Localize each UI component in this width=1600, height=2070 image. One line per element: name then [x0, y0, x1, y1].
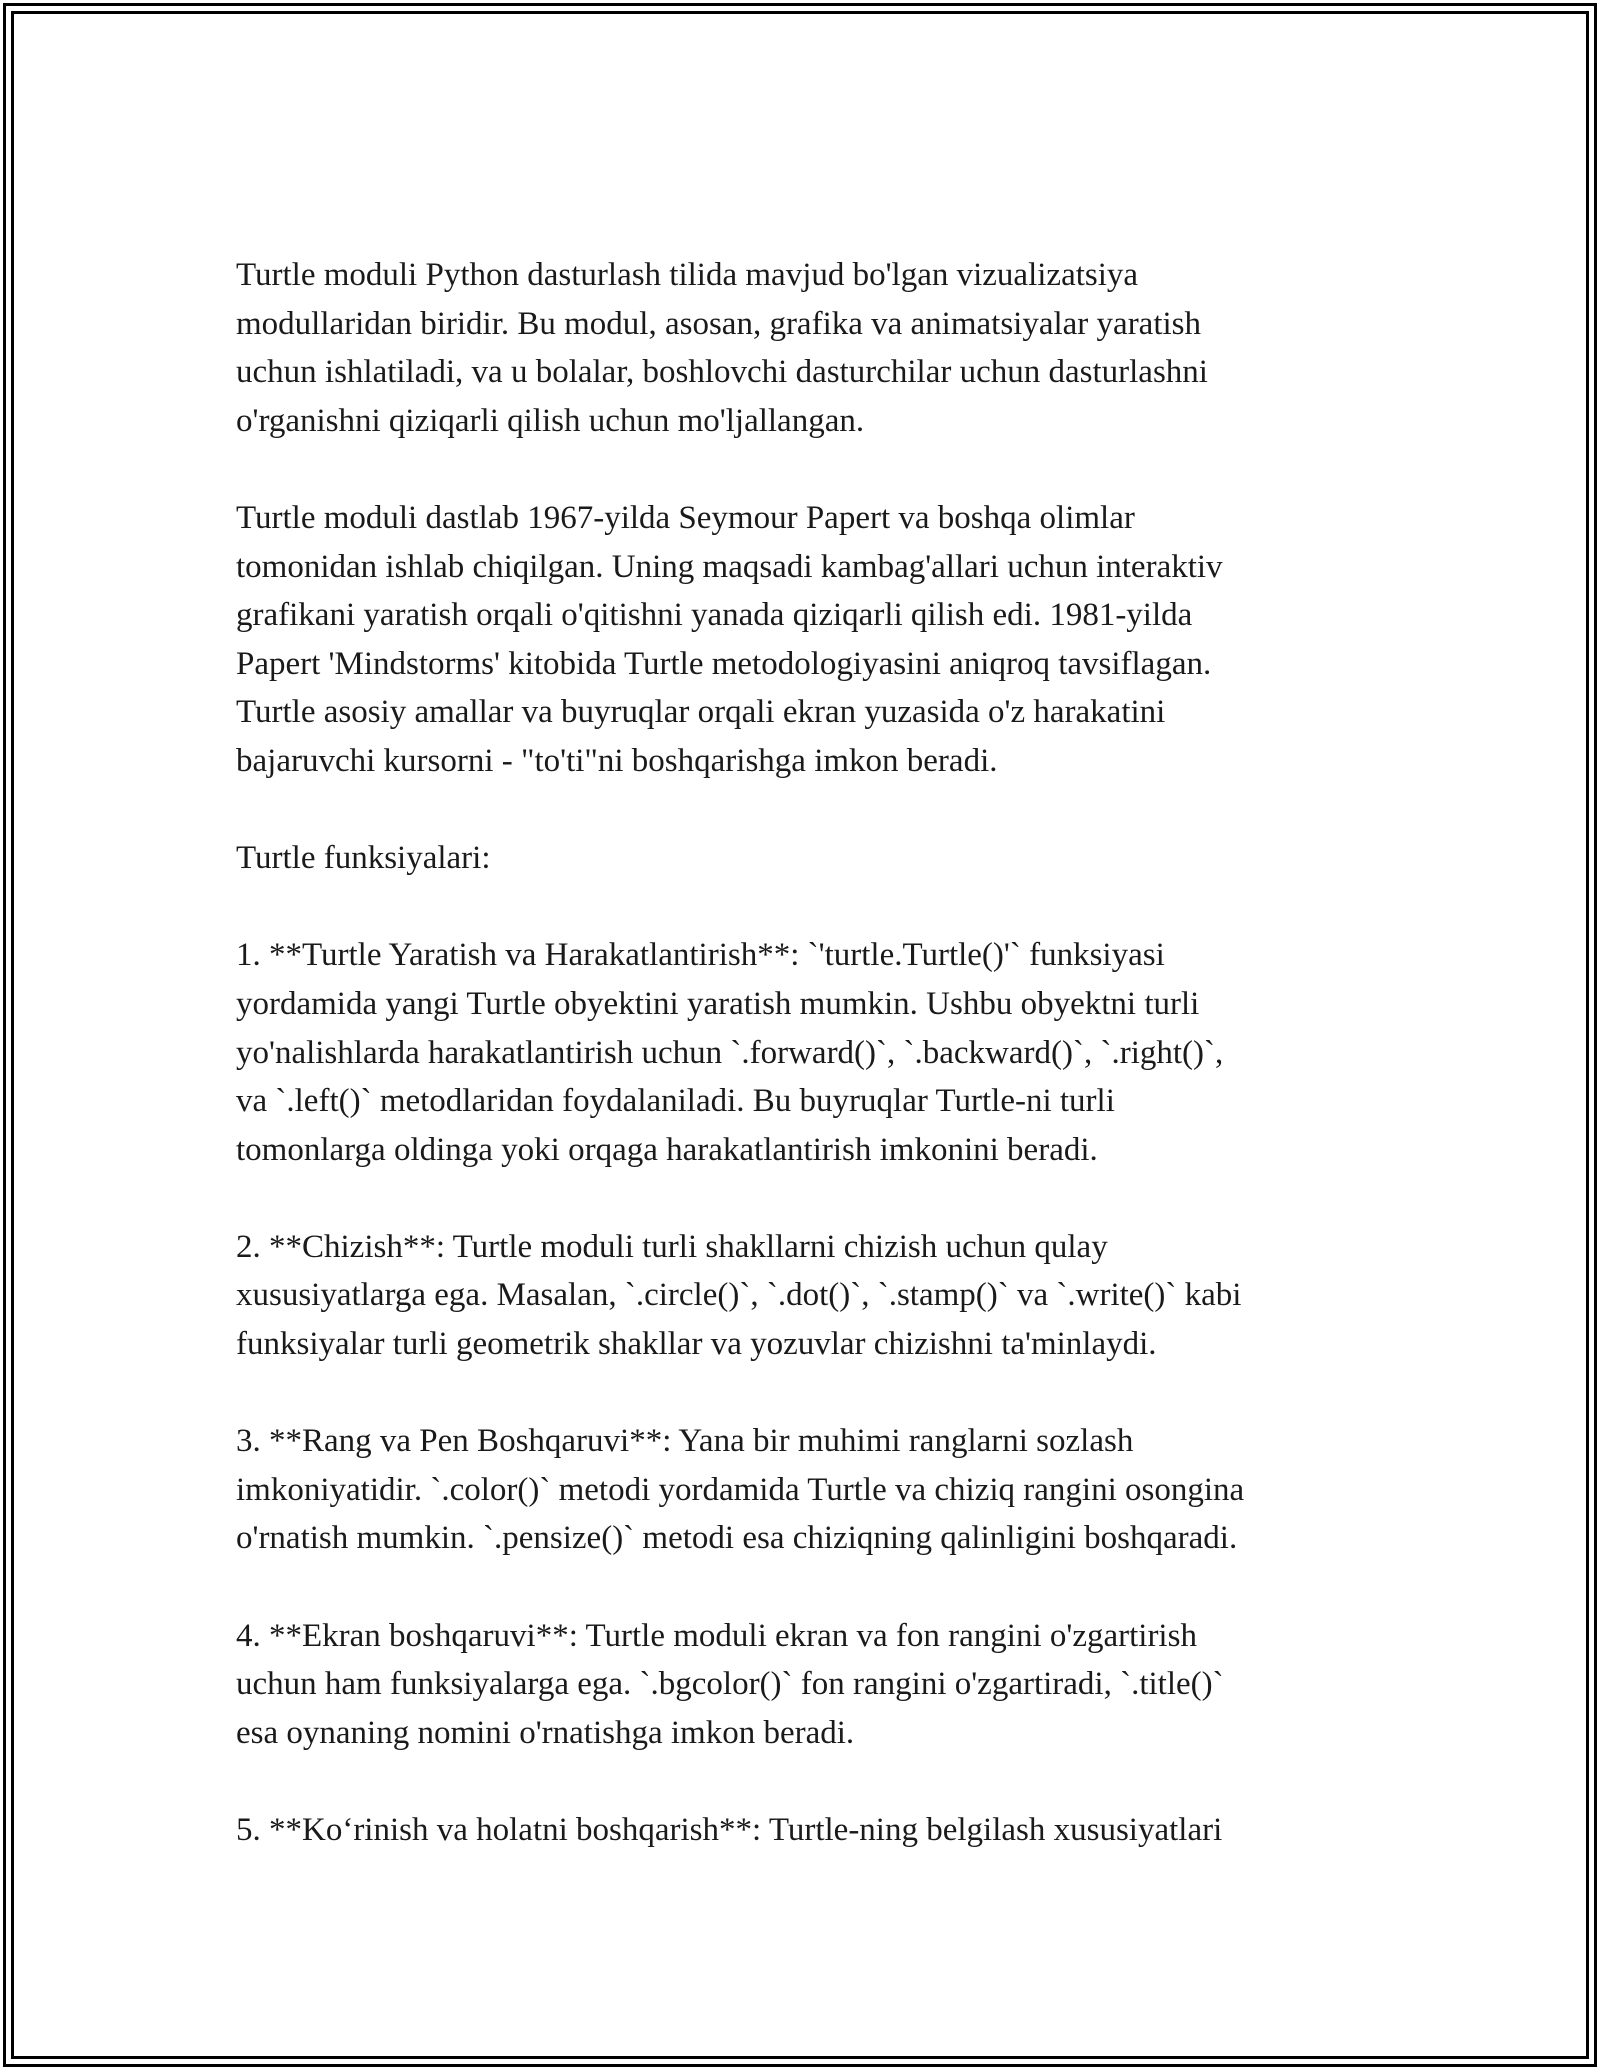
text-line: 5. **Ko‘rinish va holatni boshqarish**: Turtle-ning belgilash xususiyatlari — [236, 1812, 1223, 1848]
text-line: o'rnatish mumkin. `.pensize()` metodi esa chiziqning qalinligini boshqaradi. — [236, 1520, 1238, 1557]
document-body — [236, 251, 1386, 1903]
text-line: grafikani yaratish orqali o'qitishni yanada qiziqarli qilish edi. 1981-yilda — [236, 597, 1193, 634]
list-item-3 — [236, 1417, 1386, 1563]
text-line: o'rganishni qiziqarli qilish uchun mo'ljallangan. — [236, 402, 865, 439]
list-item-5 — [236, 1806, 1386, 1855]
paragraph-history — [236, 494, 1386, 786]
list-item-4 — [236, 1612, 1386, 1758]
text-line: esa oynaning nomini o'rnatishga imkon beradi. — [236, 1714, 855, 1751]
text-line: 4. **Ekran boshqaruvi**: Turtle moduli ekran va fon rangini o'zgartirish — [236, 1617, 1197, 1654]
text-line: tomonlarga oldinga yoki orqaga harakatlantirish imkonini beradi. — [236, 1131, 1098, 1168]
text-line: yo'nalishlarda harakatlantirish uchun `.forward()`, `.backward()`, `.right()`, — [236, 1034, 1224, 1071]
text-line: bajaruvchi kursorni - "to'ti"ni boshqarishga imkon beradi. — [236, 742, 998, 779]
text-line: va `.left()` metodlaridan foydalaniladi. Bu buyruqlar Turtle-ni turli — [236, 1083, 1115, 1120]
paragraph-intro — [236, 251, 1386, 445]
text-line: Turtle moduli Python dasturlash tilida mavjud bo'lgan vizualizatsiya — [236, 257, 1139, 293]
list-item-2 — [236, 1223, 1386, 1369]
list-item-1 — [236, 931, 1386, 1174]
text-line: Turtle moduli dastlab 1967-yilda Seymour Papert va boshqa olimlar — [236, 499, 1135, 536]
text-line: yordamida yangi Turtle obyektini yaratish mumkin. Ushbu obyektni turli — [236, 985, 1200, 1022]
text-line: 3. **Rang va Pen Boshqaruvi**: Yana bir muhimi ranglarni sozlash — [236, 1423, 1134, 1460]
text-line: Turtle funksiyalari: — [236, 840, 491, 877]
text-line: imkoniyatidir. `.color()` metodi yordamida Turtle va chiziq rangini osongina — [236, 1471, 1245, 1508]
text-line: 1. **Turtle Yaratish va Harakatlantirish**: `'turtle.Turtle()'` funksiyasi — [236, 937, 1165, 974]
text-line: uchun ishlatiladi, va u bolalar, boshlovchi dasturchilar uchun dasturlashni — [236, 354, 1208, 391]
section-heading-functions — [236, 834, 1386, 883]
text-line: Papert 'Mindstorms' kitobida Turtle metodologiyasini aniqroq tavsiflagan. — [236, 645, 1212, 682]
text-line: funksiyalar turli geometrik shakllar va yozuvlar chizishni ta'minlaydi. — [236, 1326, 1157, 1363]
text-line: Turtle asosiy amallar va buyruqlar orqali ekran yuzasida o'z harakatini — [236, 694, 1166, 731]
text-line: uchun ham funksiyalarga ega. `.bgcolor()` fon rangini o'zgartiradi, `.title()` — [236, 1666, 1224, 1703]
text-line: 2. **Chizish**: Turtle moduli turli shakllarni chizish uchun qulay — [236, 1228, 1108, 1265]
text-line: modullaridan biridir. Bu modul, asosan, grafika va animatsiyalar yaratish — [236, 305, 1202, 342]
text-line: tomonidan ishlab chiqilgan. Uning maqsadi kambag'allari uchun interaktiv — [236, 548, 1223, 585]
text-line: xususiyatlarga ega. Masalan, `.circle()`, `.dot()`, `.stamp()` va `.write()` kabi — [236, 1277, 1242, 1314]
